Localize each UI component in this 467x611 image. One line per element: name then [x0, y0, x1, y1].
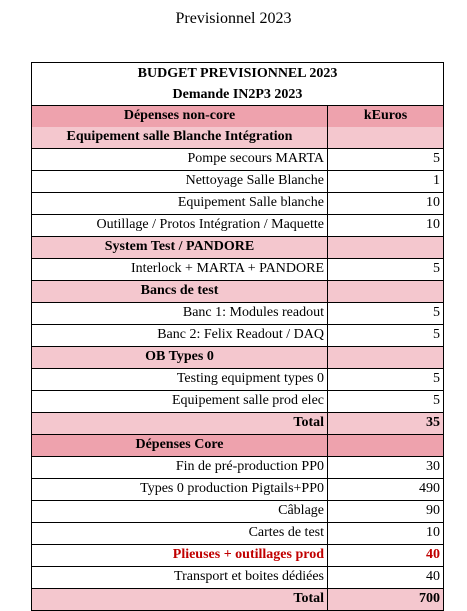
row-value: 490: [327, 479, 443, 500]
table-row: [32, 258, 443, 280]
table-row: [32, 566, 443, 588]
total-row: [32, 588, 443, 610]
table-row: [32, 170, 443, 192]
header-label: Dépenses non-core: [32, 106, 327, 127]
row-label: System Test / PANDORE: [32, 237, 327, 258]
row-label: Banc 2: Felix Readout / DAQ: [157, 327, 324, 342]
row-value: 5: [327, 259, 443, 280]
row-value: 40: [327, 545, 443, 566]
row-value: [327, 281, 443, 302]
budget-subtitle: Demande IN2P3 2023: [172, 87, 303, 102]
table-row: [32, 148, 443, 170]
section-row: [32, 236, 443, 258]
row-value: 5: [327, 369, 443, 390]
row-label: Bancs de test: [32, 281, 327, 302]
table-row: [32, 192, 443, 214]
row-value: 90: [327, 501, 443, 522]
row-label: Total: [32, 413, 327, 434]
row-label: Câblage: [278, 503, 324, 518]
row-label: OB Types 0: [32, 347, 327, 368]
row-value: 700: [327, 589, 443, 610]
row-value: 10: [327, 215, 443, 236]
row-value: 35: [327, 413, 443, 434]
row-label: Dépenses Core: [32, 435, 327, 456]
row-value: 10: [327, 193, 443, 214]
table-row: [32, 544, 443, 566]
row-label: Banc 1: Modules readout: [182, 305, 324, 320]
row-label: Equipement salle prod elec: [172, 393, 324, 408]
row-value: 10: [327, 523, 443, 544]
table-row: [32, 214, 443, 236]
table-row: [32, 500, 443, 522]
page-title: Previsionnel 2023: [175, 10, 292, 27]
row-value: 1: [327, 171, 443, 192]
header-unit: kEuros: [327, 106, 443, 127]
row-value: [327, 347, 443, 368]
row-label: Equipement Salle blanche: [177, 195, 324, 210]
row-value: 5: [327, 391, 443, 412]
row-label: Cartes de test: [248, 525, 324, 540]
row-value: 40: [327, 567, 443, 588]
table-row: [32, 456, 443, 478]
table-row: [32, 368, 443, 390]
row-label: Nettoyage Salle Blanche: [185, 173, 324, 188]
row-value: 30: [327, 457, 443, 478]
total-row: [32, 412, 443, 434]
section-row: [32, 280, 443, 302]
row-label: Fin de pré-production PP0: [175, 459, 324, 474]
row-value: 5: [327, 325, 443, 346]
row-label: Types 0 production Pigtails+PP0: [140, 481, 324, 496]
table-row: [32, 302, 443, 324]
row-label: Testing equipment types 0: [176, 371, 324, 386]
table-row: [32, 522, 443, 544]
row-label: Transport et boites dédiées: [174, 569, 324, 584]
table-header-row: [32, 105, 443, 127]
row-value: [327, 237, 443, 258]
row-label: Outillage / Protos Intégration / Maquette: [96, 217, 324, 232]
table-row: [32, 324, 443, 346]
budget-title: BUDGET PREVISIONNEL 2023: [137, 66, 338, 81]
table-row: [32, 478, 443, 500]
row-label: Plieuses + outillages prod: [172, 547, 324, 562]
section-row: [32, 346, 443, 368]
section-row: [32, 127, 443, 148]
row-label: Pompe secours MARTA: [187, 151, 324, 166]
row-label: Interlock + MARTA + PANDORE: [131, 261, 324, 276]
row-label: Equipement salle Blanche Intégration: [32, 127, 327, 148]
row-value: 5: [327, 303, 443, 324]
row-value: [327, 435, 443, 456]
row-label: Total: [32, 589, 327, 610]
section-row: [32, 434, 443, 456]
budget-table: [31, 62, 444, 611]
row-value: [327, 127, 443, 148]
row-value: 5: [327, 149, 443, 170]
table-row: [32, 390, 443, 412]
